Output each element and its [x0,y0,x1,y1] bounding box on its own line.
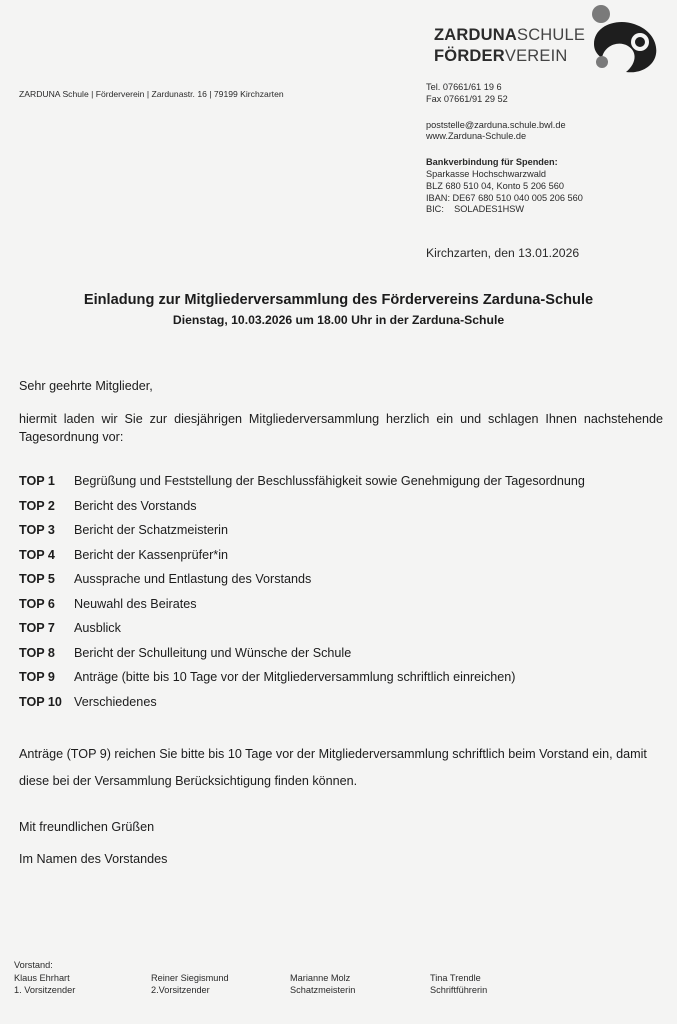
agenda-item: TOP 2 Bericht des Vorstands [19,498,197,513]
school-logo [434,20,669,76]
agenda-item: TOP 9 Anträge (bitte bis 10 Tage vor der Mitgliederversammlung schriftlich einreichen) [19,670,516,684]
letter-date: Kirchzarten, den 13.01.2026 [426,246,580,260]
board-member-role: 1. Vorsitzender [14,984,76,995]
agenda-item: TOP 4 Bericht der Kassenprüfer*in [19,547,229,562]
logo-text-line1: ZARDUNASCHULE [434,26,586,44]
board-member-role: Schatzmeisterin [290,984,356,995]
board-member [151,973,229,997]
contact-tel: Tel. 07661/61 19 6 [426,82,502,92]
bank-iban: IBAN: DE67 680 510 040 005 206 560 [426,192,583,203]
board-member-name: Reiner Siegismund [151,973,229,983]
board-member [14,973,75,997]
yin-yang-logo-icon [586,4,664,78]
board-member [430,973,487,997]
agenda-item: TOP 7 Ausblick [19,621,121,635]
board-member-name: Marianne Molz [290,973,351,983]
contact-block [426,82,583,216]
agenda-list [19,474,669,719]
board-member [290,973,355,997]
board-member-role: Schriftführerin [430,984,488,995]
contact-email: poststelle@zarduna.schule.bwl.de [426,119,566,130]
agenda-item: TOP 10 Verschiedenes [19,694,157,709]
agenda-item: TOP 3 Bericht der Schatzmeisterin [19,523,228,537]
bank-blz: BLZ 680 510 04, Konto 5 206 560 [426,180,564,191]
board-member-role: 2.Vorsitzender [151,984,210,995]
closing-greeting: Mit freundlichen Grüßen [19,820,155,834]
bank-name: Sparkasse Hochschwarzwald [426,168,546,179]
letter-title: Einladung zur Mitgliederversammlung des Fördervereins Zarduna-Schule [83,292,594,308]
on-behalf-line: Im Namen des Vorstandes [19,852,168,866]
intro-paragraph: hiermit laden wir Sie zur diesjährigen Mitgliederversammlung herzlich ein und schlagen Ihnen nachstehende Tagesordnung vor: [19,412,663,444]
agenda-item: TOP 1 Begrüßung und Feststellung der Beschlussfähigkeit sowie Genehmigung der Tagesordnung [19,474,585,488]
logo-text-line2: FÖRDERVEREIN [434,47,568,65]
letter-subtitle: Dienstag, 10.03.2026 um 18.00 Uhr in der Zarduna-Schule [172,313,505,327]
salutation: Sehr geehrte Mitglieder, [19,379,153,393]
agenda-item: TOP 8 Bericht der Schulleitung und Wünsche der Schule [19,645,352,660]
bank-heading: Bankverbindung für Spenden: [426,157,558,168]
board-label: Vorstand: [14,960,53,970]
bank-bic: BIC: SOLADES1HSW [426,204,525,215]
board-member-name: Klaus Ehrhart [14,973,70,983]
contact-web: www.Zarduna-Schule.de [426,131,527,142]
motions-note: Anträge (TOP 9) reichen Sie bitte bis 10 Tage vor der Mitgliederversammlung schriftlich beim Vorstand ein, damit diese bei der Versammlung Berücksichtigung finden können. [19,747,647,788]
contact-fax: Fax 07661/91 29 52 [426,93,508,104]
agenda-item: TOP 5 Aussprache und Entlastung des Vorstands [19,572,312,586]
board-member-name: Tina Trendle [430,973,481,983]
sender-address-line: ZARDUNA Schule | Förderverein | Zardunastr. 16 | 79199 Kirchzarten [19,89,284,99]
agenda-item: TOP 6 Neuwahl des Beirates [19,596,197,611]
